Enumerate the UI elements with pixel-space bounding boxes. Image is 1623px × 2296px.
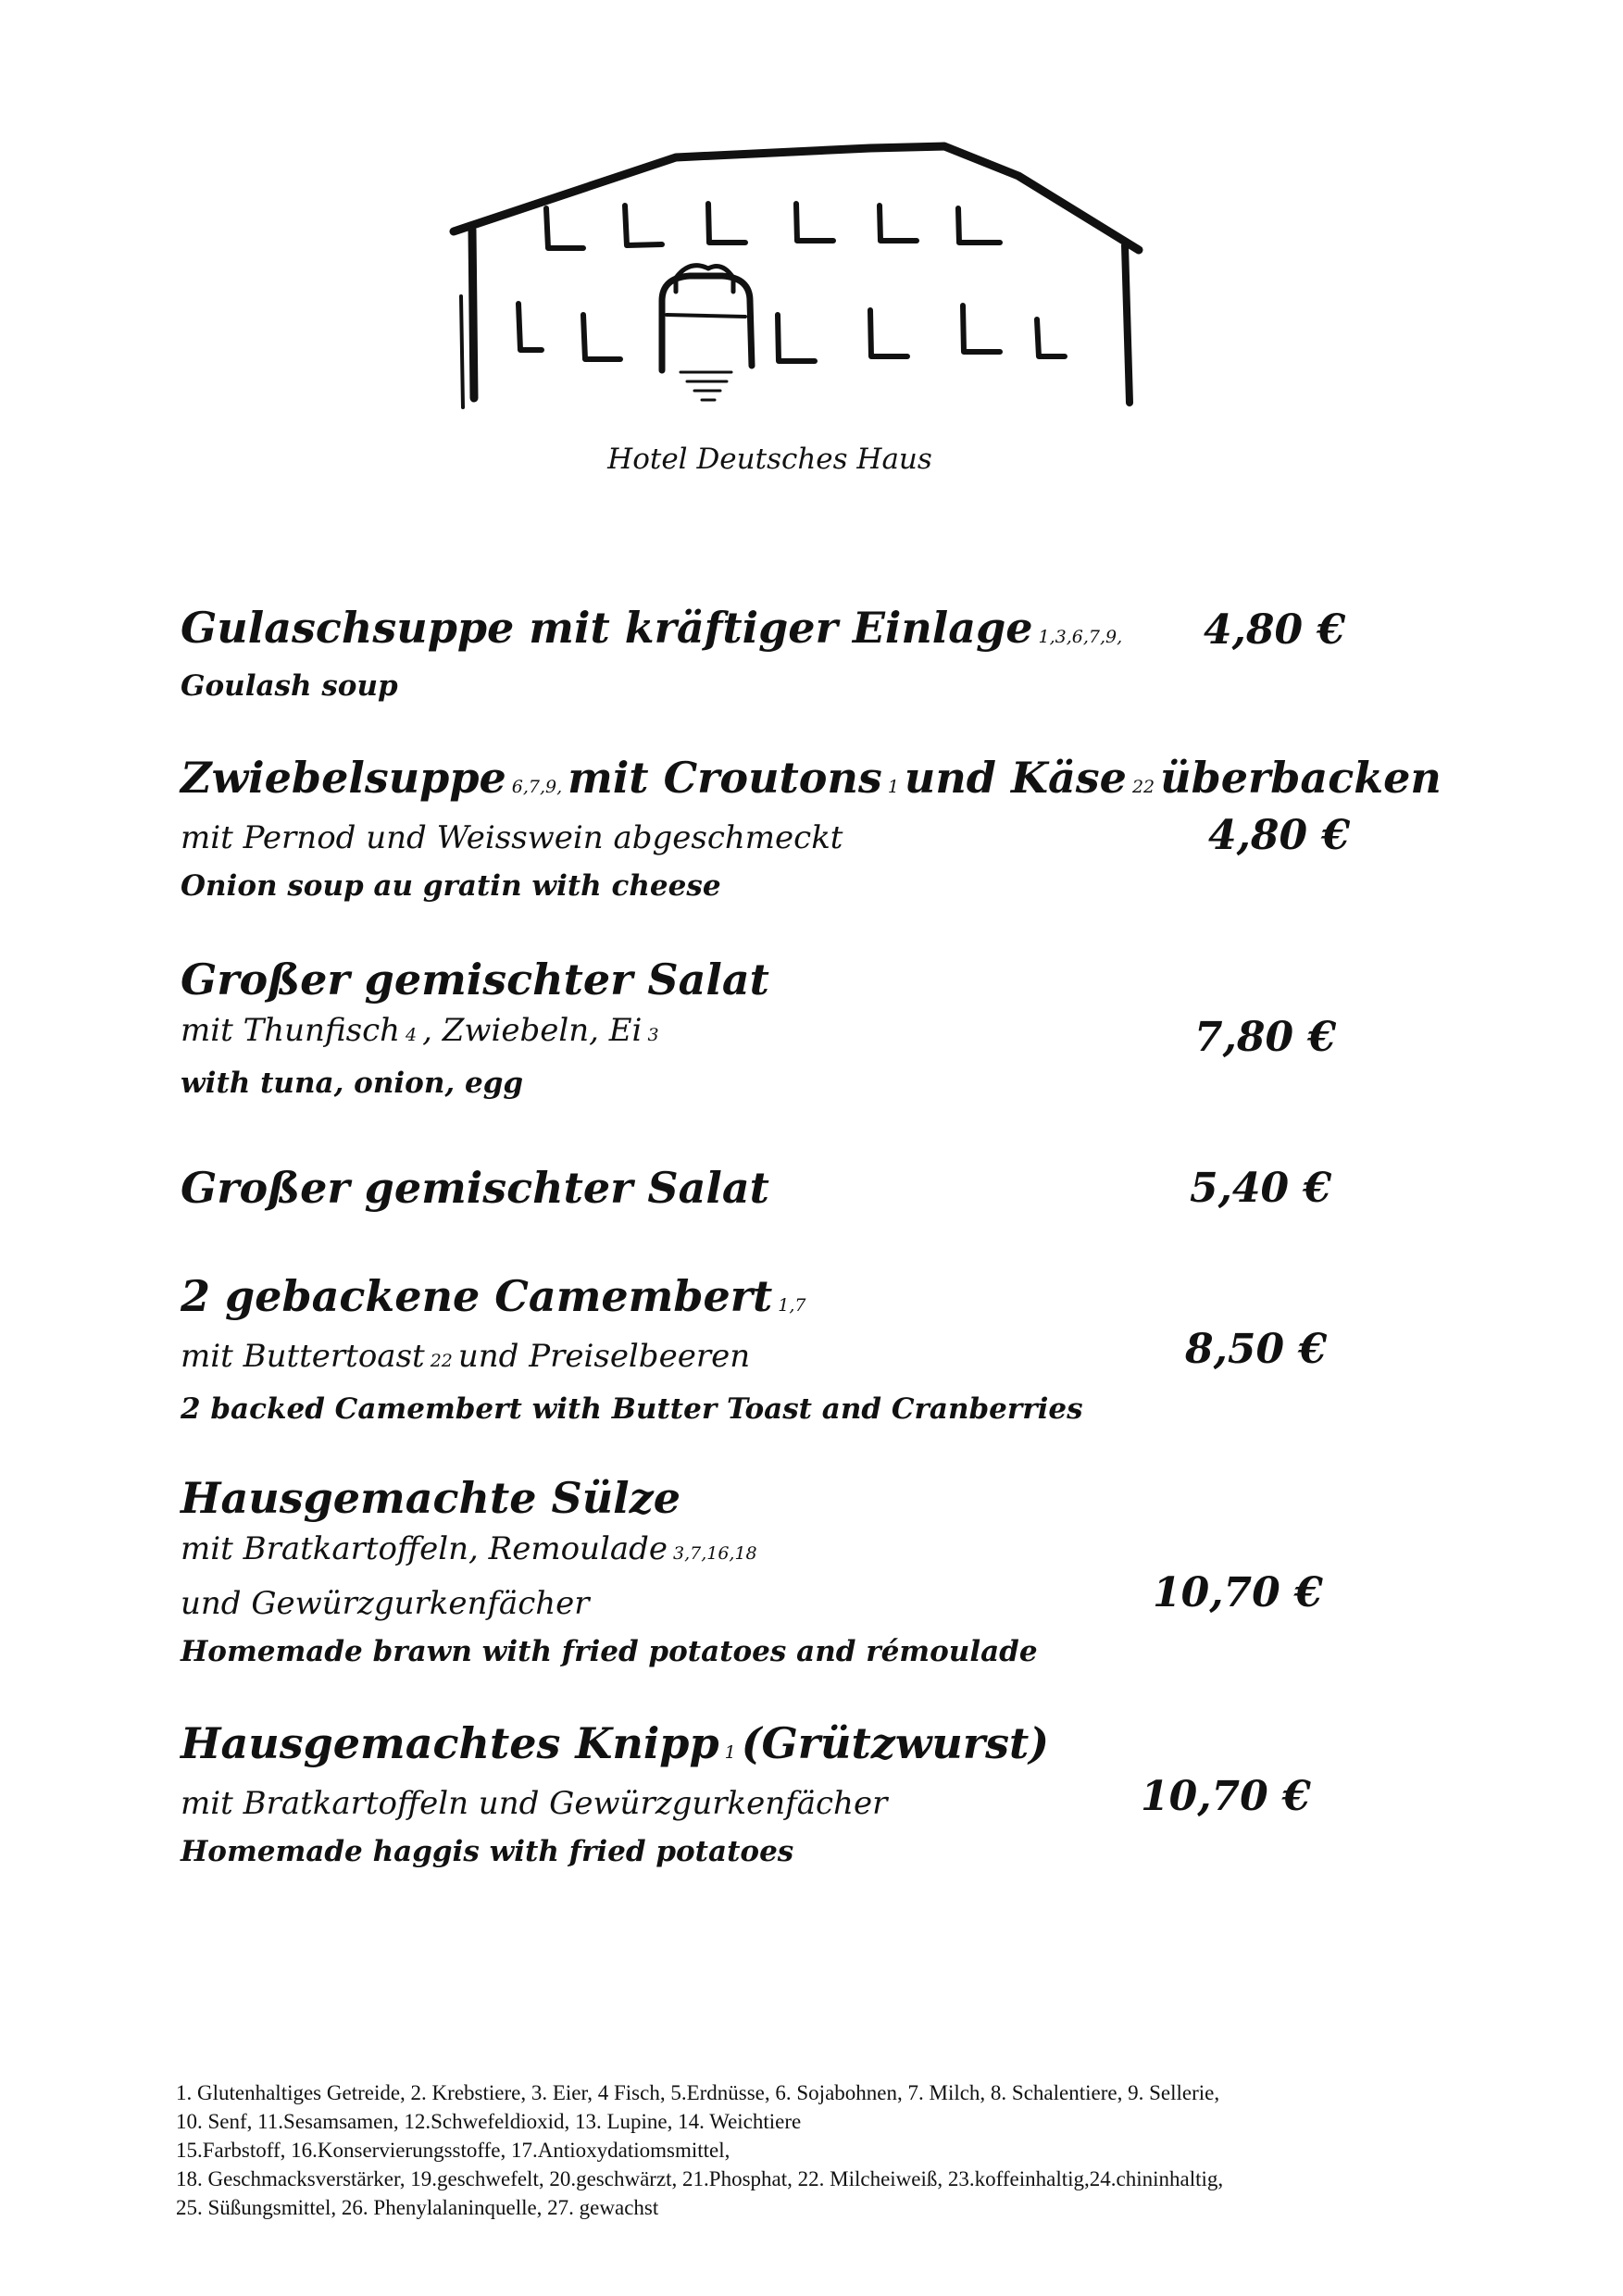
item-title: Großer gemischter Salat — [181, 955, 769, 1004]
allergen-footnotes — [176, 2078, 1472, 2222]
item-price: 7,80 € — [1194, 1014, 1337, 1061]
item-english: Goulash soup — [181, 669, 398, 703]
item-title — [181, 752, 1442, 813]
menu-item-camembert — [181, 1270, 1347, 1432]
item-price: 10,70 € — [1141, 1773, 1311, 1820]
allergen-codes: 1 — [724, 1742, 736, 1763]
item-title-text: Hausgemachtes Knipp — [181, 1718, 719, 1768]
item-subtitle-text: mit Buttertoast — [181, 1338, 425, 1375]
allergen-codes: 3,7,16,18 — [672, 1543, 757, 1564]
item-price: 10,70 € — [1153, 1569, 1323, 1616]
item-title — [181, 1270, 1347, 1331]
item-subtitle — [181, 1005, 1347, 1060]
item-subtitle-text: , Zwiebeln, Ei — [422, 1012, 643, 1049]
item-title-text: und Käse — [904, 753, 1127, 803]
item-title-text: mit Croutons — [568, 753, 882, 803]
item-subtitle — [181, 1331, 1347, 1386]
item-price: 8,50 € — [1185, 1326, 1328, 1373]
item-subtitle: mit Pernod und Weisswein abgeschmeckt — [181, 819, 843, 856]
item-title: Großer gemischter Salat — [181, 1163, 769, 1213]
footnote-line: 18. Geschmacksverstärker, 19.geschwefelt, 20.geschwärzt, 21.Phosphat, 22. Milcheiweiß, 23.koffeinhaltig,24.chininhaltig, — [176, 2167, 1224, 2190]
menu-item-mixed-salad — [181, 1162, 1347, 1214]
allergen-codes: 6,7,9, — [511, 777, 563, 797]
item-english: Onion soup au gratin with cheese — [181, 869, 721, 903]
footnote-line: 1. Glutenhaltiges Getreide, 2. Krebstiere, 3. Eier, 4 Fisch, 5.Erdnüsse, 6. Sojabohnen, 7. Milch, 8. Schalentiere, 9. Sellerie, — [176, 2081, 1220, 2104]
item-subtitle-2: und Gewürzgurkenfächer — [181, 1585, 590, 1622]
item-title — [181, 602, 1347, 663]
item-title-text: 2 gebackene Camembert — [181, 1271, 773, 1321]
allergen-codes: 22 — [1131, 777, 1155, 797]
item-price: 4,80 € — [1204, 606, 1346, 654]
item-price: 4,80 € — [1208, 812, 1351, 859]
item-english: 2 backed Camembert with Butter Toast and Cranberries — [181, 1392, 1083, 1426]
item-subtitle-text: mit Bratkartoffeln, Remoulade — [181, 1530, 668, 1567]
footnote-line: 15.Farbstoff, 16.Konservierungsstoffe, 17.Antioxydatiomsmittel, — [176, 2139, 730, 2162]
item-subtitle: mit Bratkartoffeln und Gewürzgurkenfächer — [181, 1785, 888, 1822]
menu-item-onion-soup — [181, 752, 1442, 909]
footnote-line: 25. Süßungsmittel, 26. Phenylalaninquelle, 27. gewachst — [176, 2196, 659, 2219]
house-sketch-logo — [444, 139, 1167, 417]
house-sketch-icon — [444, 139, 1167, 417]
item-title — [181, 1717, 1347, 1778]
item-english: Homemade brawn with fried potatoes and rémoulade — [181, 1635, 1038, 1668]
item-price: 5,40 € — [1190, 1165, 1332, 1212]
allergen-codes: 22 — [430, 1351, 453, 1371]
menu-item-tuna-salad — [181, 954, 1347, 1106]
item-title-text: (Grützwurst) — [741, 1718, 1050, 1768]
item-subtitle-text: mit Thunfisch — [181, 1012, 401, 1049]
item-english: with tuna, onion, egg — [181, 1067, 524, 1100]
item-english: Homemade haggis with fried potatoes — [181, 1835, 794, 1868]
item-title-text: Zwiebelsuppe — [181, 753, 506, 803]
allergen-codes: 1 — [887, 777, 899, 797]
item-title-text: Gulaschsuppe mit kräftiger Einlage — [181, 603, 1033, 653]
hotel-name: Hotel Deutsches Haus — [607, 443, 932, 476]
allergen-codes: 1,7 — [778, 1295, 806, 1316]
footnote-line: 10. Senf, 11.Sesamsamen, 12.Schwefeldioxid, 13. Lupine, 14. Weichtiere — [176, 2110, 802, 2133]
item-subtitle-text: und Preiselbeeren — [457, 1338, 751, 1375]
allergen-codes: 3 — [647, 1025, 659, 1045]
item-title: Hausgemachte Sülze — [181, 1473, 681, 1523]
menu-item-goulash-soup — [181, 602, 1347, 709]
allergen-codes: 4 — [406, 1025, 418, 1045]
item-title-text: überbacken — [1160, 753, 1442, 803]
allergen-codes: 1,3,6,7,9, — [1038, 627, 1123, 647]
